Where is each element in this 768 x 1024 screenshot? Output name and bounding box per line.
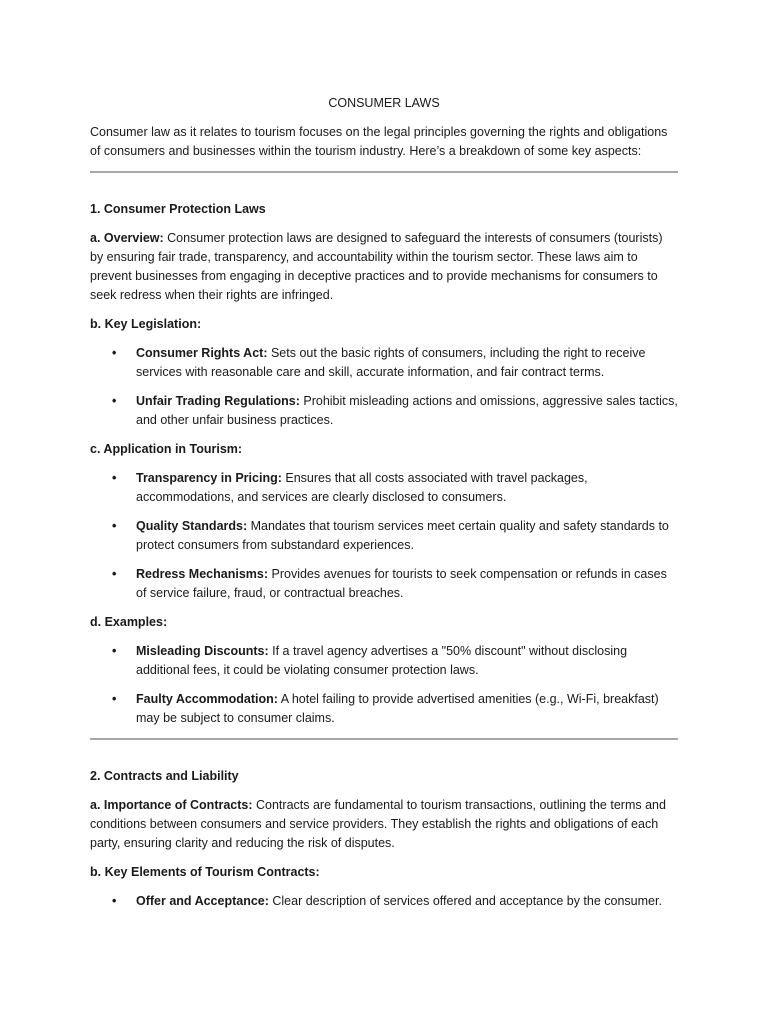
list-item [90,690,678,728]
item-label: Unfair Trading Regulations: [136,394,300,408]
bullet: • [112,394,117,408]
item-text: Prohibit misleading actions and omissions, aggressive sales tactics, and other unfair business practices. [136,394,678,427]
item-text: Sets out the basic rights of consumers, including the right to receive services with reasonable care and skill, accurate information, and fair contract terms. [136,346,646,379]
overview-paragraph [90,229,678,305]
item-label: Offer and Acceptance: [136,894,269,908]
elements-list [90,892,678,911]
application-heading: c. Application in Tourism: [90,442,243,456]
section-heading-contracts: 2. Contracts and Liability [90,769,239,783]
item-text: Clear description of services offered and acceptance by the consumer. [268,894,662,908]
bullet: • [112,519,117,533]
bullet: • [112,644,117,658]
list-item [90,469,678,507]
bullet: • [112,692,117,706]
legislation-list [90,344,678,430]
bullet: • [112,471,117,485]
document-title: CONSUMER LAWS [328,96,440,110]
item-label: Misleading Discounts: [136,644,269,658]
section-divider [90,738,678,740]
list-item [90,344,678,382]
list-item [90,517,678,555]
item-label: Quality Standards: [136,519,248,533]
list-item [90,642,678,680]
item-text: Mandates that tourism services meet certain quality and safety standards to protect consumers from substandard experiences. [136,519,669,552]
overview-text: Consumer protection laws are designed to safeguard the interests of consumers (tourists) by ensuring fair trade, transparency, and accountability within the tourism sector. These laws aim to prevent businesses from engaging in deceptive practices and to provide mechanisms for consumers to seek redress when their rights are infringed. [90,231,663,302]
bullet: • [112,894,117,908]
item-text: Ensures that all costs associated with travel packages, accommodations, and services are clearly disclosed to consumers. [136,471,588,504]
application-list [90,469,678,603]
list-item [90,892,678,911]
section-heading-consumer-protection: 1. Consumer Protection Laws [90,202,266,216]
list-item [90,565,678,603]
importance-paragraph [90,796,678,853]
importance-label: a. Importance of Contracts: [90,798,253,812]
bullet: • [112,346,117,360]
overview-label: a. Overview: [90,231,164,245]
item-text: Provides avenues for tourists to seek compensation or refunds in cases of service failure, fraud, or contractual breaches. [136,567,667,600]
key-legislation-heading: b. Key Legislation: [90,317,202,331]
list-item [90,392,678,430]
section-divider [90,171,678,173]
key-elements-heading: b. Key Elements of Tourism Contracts: [90,865,320,879]
item-label: Faulty Accommodation: [136,692,278,706]
item-label: Transparency in Pricing: [136,471,282,485]
examples-heading: d. Examples: [90,615,168,629]
importance-text: Contracts are fundamental to tourism transactions, outlining the terms and conditions between consumers and service providers. They establish the rights and obligations of each party, ensuring clarity and reducing the risk of disputes. [90,798,666,850]
item-text: If a travel agency advertises a "50% discount" without disclosing additional fees, it could be violating consumer protection laws. [136,644,628,677]
item-text: A hotel failing to provide advertised amenities (e.g., Wi-Fi, breakfast) may be subject to consumer claims. [136,692,659,725]
examples-list [90,642,678,728]
bullet: • [112,567,117,581]
item-label: Redress Mechanisms: [136,567,269,581]
item-label: Consumer Rights Act: [136,346,268,360]
intro-paragraph: Consumer law as it relates to tourism focuses on the legal principles governing the rights and obligations of consumers and businesses within the tourism industry. Here’s a breakdown of some key aspects: [90,125,668,158]
